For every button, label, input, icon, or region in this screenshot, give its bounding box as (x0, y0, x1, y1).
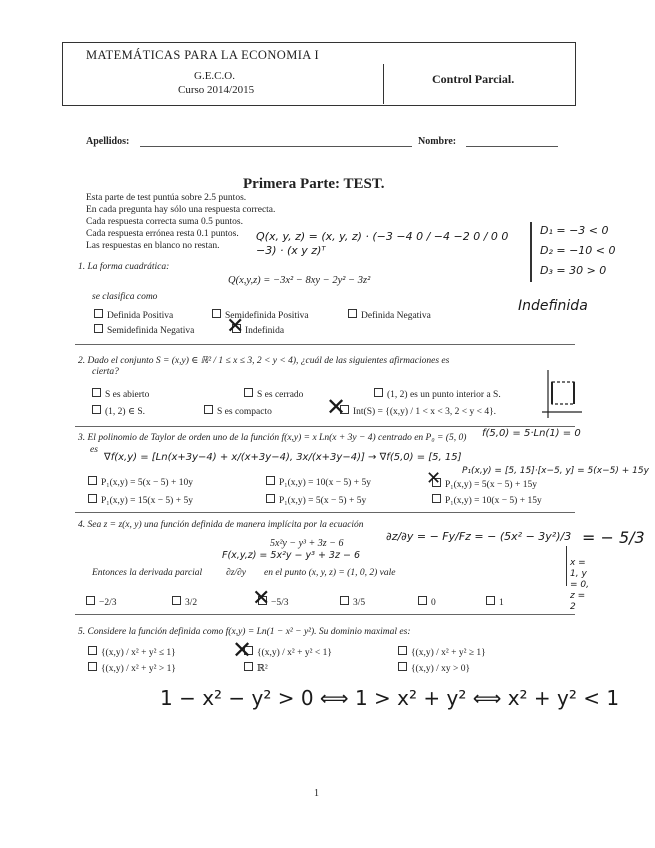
surname-field[interactable] (140, 146, 412, 147)
q2-stem-b: cierta? (92, 367, 119, 377)
q4-point-text: en el punto (x, y, z) = (1, 0, 2) vale (264, 568, 396, 578)
surname-label: Apellidos: (86, 136, 130, 147)
q1-option-3[interactable]: Definida Negativa (348, 309, 431, 321)
q4-hw-result: = − 5/3 (582, 528, 645, 547)
instruction-4: Cada respuesta errónea resta 0.1 puntos. (86, 229, 239, 239)
q3-option-3[interactable]: P₁(x,y) = 5(x − 5) + 15y (432, 478, 537, 490)
checkbox[interactable] (212, 309, 221, 318)
q3-option-1[interactable]: P₁(x,y) = 5(x − 5) + 10y (88, 476, 193, 488)
q4-option-3[interactable]: −5/3 (258, 596, 289, 608)
checkbox[interactable] (340, 596, 349, 605)
checkbox[interactable] (266, 476, 275, 485)
header-org: G.E.C.O. (194, 70, 235, 82)
q5-option-3[interactable]: {(x,y) / x² + y² ≥ 1} (398, 646, 486, 658)
checkbox[interactable] (94, 324, 103, 333)
q4-hw-F: F(x,y,z) = 5x²y − y³ + 3z − 6 (222, 550, 361, 561)
q4-option-1[interactable]: −2/3 (86, 596, 117, 608)
q5-option-4[interactable]: {(x,y) / x² + y² > 1} (88, 662, 176, 674)
q2-cross-mark-icon: ✕ (326, 393, 347, 421)
q4-cross-mark-icon: ✕ (252, 586, 271, 611)
q3-option-4[interactable]: P₁(x,y) = 15(x − 5) + 5y (88, 494, 193, 506)
q2-option-2[interactable]: S es cerrado (244, 388, 303, 400)
q4-hw-point: x = 1, y = 0, z = 2 (570, 558, 589, 612)
instruction-5: Las respuestas en blanco no restan. (86, 241, 220, 251)
q5-stem: 5. Considere la función definida como f(x,y) = Ln(1 − x² − y²). Su dominio maximal es: (78, 627, 411, 637)
separator (75, 426, 575, 427)
q1-minors-bar (530, 222, 532, 282)
q3-cross-mark-icon: ✕ (426, 468, 442, 489)
q2-option-5[interactable]: S es compacto (204, 405, 272, 417)
part-title: Primera Parte: TEST. (243, 176, 385, 192)
q4-deriv-text: Entonces la derivada parcial (92, 568, 203, 578)
q2-option-6[interactable]: Int(S) = {(x,y) / 1 < x < 3, 2 < y < 4}. (340, 405, 496, 417)
q4-stem: 4. Sea z = z(x, y) una función definida de manera implícita por la ecuación (78, 520, 364, 530)
q1-minor-3: D₃ = 30 > 0 (540, 264, 607, 277)
q4-deriv-sym: ∂z/∂y (226, 568, 246, 578)
checkbox[interactable] (88, 476, 97, 485)
q1-option-4[interactable]: Semidefinida Negativa (94, 324, 194, 336)
q1-option-5[interactable]: Indefinida (232, 324, 284, 336)
instruction-1: Esta parte de test puntúa sobre 2.5 puntos. (86, 193, 247, 203)
q3-hw-eval: f(5,0) = 5·Ln(1) = 0 (482, 428, 581, 439)
q4-hw-bar (566, 546, 567, 586)
instruction-3: Cada respuesta correcta suma 0.5 puntos. (86, 217, 243, 227)
checkbox[interactable] (86, 596, 95, 605)
q5-hw: 1 − x² − y² > 0 ⟺ 1 > x² + y² ⟺ x² + y² < 1 (160, 686, 620, 710)
header-divider (383, 64, 384, 104)
q3-stem-a: 3. El polinomio de Taylor de orden uno de la función f(x,y) = x Ln(x + 3y − 4) centrado en P₀ = (5, 0) (78, 433, 467, 443)
q5-option-2[interactable]: {(x,y) / x² + y² < 1} (244, 646, 332, 658)
checkbox[interactable] (88, 662, 97, 671)
checkbox[interactable] (418, 596, 427, 605)
header-year: Curso 2014/2015 (178, 84, 255, 96)
q1-option-1[interactable]: Definida Positiva (94, 309, 173, 321)
instruction-2: En cada pregunta hay sólo una respuesta correcta. (86, 205, 276, 215)
checkbox[interactable] (432, 494, 441, 503)
q5-cross-mark-icon: ✕ (232, 636, 253, 664)
checkbox[interactable] (88, 494, 97, 503)
checkbox[interactable] (374, 388, 383, 397)
checkbox[interactable] (398, 662, 407, 671)
checkbox[interactable] (398, 646, 407, 655)
q3-option-2[interactable]: P₁(x,y) = 10(x − 5) + 5y (266, 476, 371, 488)
q1-cross-mark-icon: ✕ (226, 314, 245, 339)
q2-option-3[interactable]: (1, 2) es un punto interior a S. (374, 388, 501, 400)
q3-option-5[interactable]: P₁(x,y) = 5(x − 5) + 5y (266, 494, 366, 506)
q3-option-6[interactable]: P₁(x,y) = 10(x − 5) + 15y (432, 494, 542, 506)
q1-option-2[interactable]: Semidefinida Positiva (212, 309, 309, 321)
checkbox[interactable] (94, 309, 103, 318)
q1-formula: Q(x,y,z) = −3x² − 8xy − 2y² − 3z² (228, 275, 371, 286)
q1-minor-2: D₂ = −10 < 0 (540, 244, 616, 257)
header-exam: Control Parcial. (432, 72, 515, 86)
q1-minor-1: D₁ = −3 < 0 (540, 224, 609, 237)
page-number: 1 (314, 788, 319, 799)
separator (75, 614, 575, 615)
q2-stem-a: 2. Dado el conjunto S = (x,y) ∈ ℝ² / 1 ≤ x ≤ 3, 2 < y < 4), ¿cuál de las siguientes afirmaciones es (78, 356, 450, 366)
q3-hw-grad: ∇f(x,y) = [Ln(x+3y−4) + x/(x+3y−4), 3x/(x+3y−4)] → ∇f(5,0) = [5, 15] (104, 452, 462, 463)
q5-option-6[interactable]: {(x,y) / xy > 0} (398, 662, 470, 674)
checkbox[interactable] (172, 596, 181, 605)
q4-option-6[interactable]: 1 (486, 596, 504, 608)
q1-classify: se clasifica como (92, 292, 158, 302)
separator (75, 512, 575, 513)
checkbox[interactable] (92, 388, 101, 397)
q3-hw-taylor: P₁(x,y) = [5, 15]·[x−5, y] = 5(x−5) + 15y (462, 466, 649, 476)
checkbox[interactable] (266, 494, 275, 503)
header-title: MATEMÁTICAS PARA LA ECONOMIA I (86, 48, 320, 62)
checkbox[interactable] (92, 405, 101, 414)
checkbox[interactable] (88, 646, 97, 655)
checkbox[interactable] (204, 405, 213, 414)
q1-stem: 1. La forma cuadrática: (78, 262, 170, 272)
q4-hw-deriv: ∂z/∂y = − Fy/Fz = − (5x² − 3y²)/3 (386, 530, 572, 543)
checkbox[interactable] (244, 388, 253, 397)
q4-option-2[interactable]: 3/2 (172, 596, 197, 608)
q2-region-sketch (540, 368, 584, 422)
q5-option-1[interactable]: {(x,y) / x² + y² ≤ 1} (88, 646, 176, 658)
q5-option-5[interactable]: ℝ² (244, 662, 268, 674)
q3-stem-b: es (90, 445, 98, 455)
checkbox[interactable] (486, 596, 495, 605)
q1-hw-answer: Indefinida (518, 298, 588, 314)
name-field[interactable] (466, 146, 558, 147)
q4-option-4[interactable]: 3/5 (340, 596, 365, 608)
q2-option-1[interactable]: S es abierto (92, 388, 149, 400)
q4-equation: 5x²y − y³ + 3z − 6 (270, 538, 344, 549)
checkbox[interactable] (348, 309, 357, 318)
q1-hw-matrix: Q(x, y, z) = (x, y, z) · (−3 −4 0 / −4 −2 0 / 0 0 −3) · (x y z)ᵀ (256, 230, 509, 257)
q4-option-5[interactable]: 0 (418, 596, 436, 608)
q2-option-4[interactable]: (1, 2) ∈ S. (92, 405, 145, 417)
separator (75, 344, 575, 345)
name-label: Nombre: (418, 136, 457, 147)
